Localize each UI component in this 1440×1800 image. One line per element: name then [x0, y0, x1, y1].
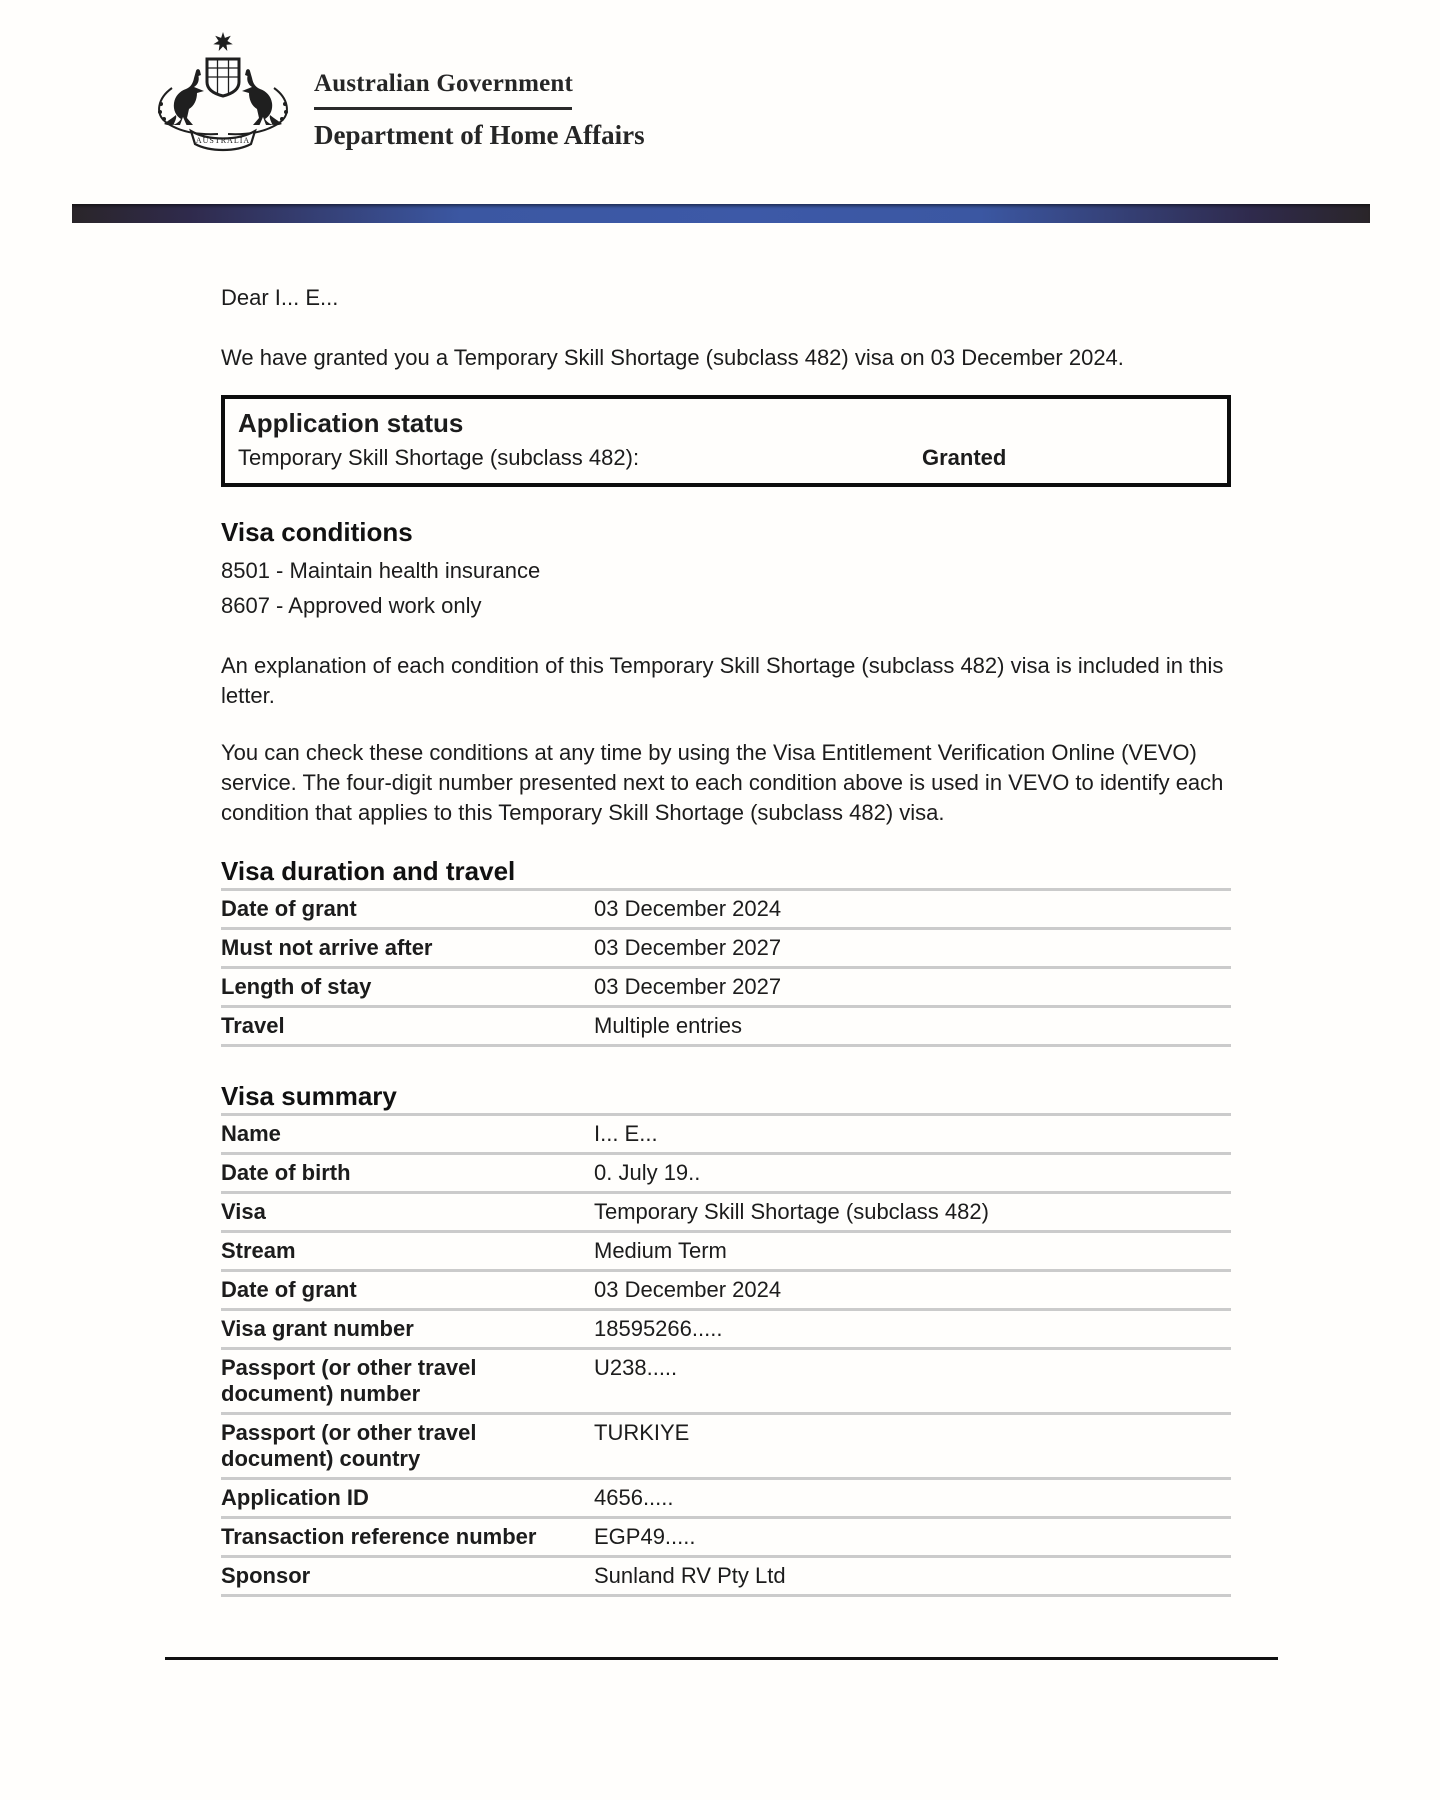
row-value: 03 December 2024: [594, 896, 782, 921]
row-label: Passport (or other travel document) country: [221, 1420, 477, 1471]
row-label: Visa: [221, 1199, 266, 1224]
table-row: [221, 1113, 1231, 1155]
row-value: EGP49.....: [594, 1524, 696, 1549]
application-status-row: [238, 441, 1214, 475]
commonwealth-star-icon: [213, 32, 233, 51]
row-label: Stream: [221, 1238, 296, 1263]
australian-coat-of-arms: [148, 30, 298, 162]
letter-body: [221, 283, 1231, 1597]
salutation: Dear I... E...: [221, 285, 339, 310]
application-status-box: [221, 395, 1231, 487]
document-header: [0, 0, 1440, 162]
row-value: U238.....: [594, 1355, 678, 1380]
table-row: [221, 1272, 1231, 1311]
row-value: Sunland RV Pty Ltd: [594, 1563, 786, 1588]
visa-summary-table: [221, 1113, 1231, 1597]
table-row: [221, 888, 1231, 930]
row-label: Transaction reference number: [221, 1524, 537, 1549]
row-value: Medium Term: [594, 1238, 727, 1263]
visa-condition-item: 8607 - Approved work only: [221, 593, 482, 618]
row-label: Sponsor: [221, 1563, 311, 1588]
row-label: Name: [221, 1121, 281, 1146]
row-label: Date of birth: [221, 1160, 351, 1185]
row-label: Date of grant: [221, 1277, 357, 1302]
row-value: TURKIYE: [594, 1420, 690, 1445]
table-row: [221, 1519, 1231, 1558]
grant-intro-line: We have granted you a Temporary Skill Shortage (subclass 482) visa on 03 December 2024.: [221, 345, 1124, 370]
visa-condition-item: 8501 - Maintain health insurance: [221, 558, 541, 583]
crest-banner-text: AUSTRALIA: [195, 136, 251, 145]
row-label: Must not arrive after: [221, 935, 433, 960]
header-accent-bar: [72, 204, 1370, 223]
dept-title: Department of Home Affairs: [314, 120, 645, 150]
table-row: [221, 930, 1231, 969]
row-value: I... E...: [594, 1121, 658, 1146]
row-value: 4656.....: [594, 1485, 674, 1510]
row-label: Passport (or other travel document) number: [221, 1355, 477, 1406]
footer-divider: [165, 1657, 1278, 1660]
table-row: [221, 1233, 1231, 1272]
table-row: [221, 1008, 1231, 1047]
table-row: [221, 1194, 1231, 1233]
row-value: 03 December 2024: [594, 1277, 782, 1302]
row-label: Length of stay: [221, 974, 372, 999]
row-value: Temporary Skill Shortage (subclass 482): [594, 1199, 989, 1224]
row-value: 03 December 2027: [594, 935, 782, 960]
table-row: [221, 969, 1231, 1008]
table-row: [221, 1415, 1231, 1480]
application-status-heading: Application status: [238, 408, 464, 438]
row-label: Application ID: [221, 1485, 369, 1510]
visa-summary-heading: Visa summary: [221, 1081, 397, 1111]
wordmark-divider: [314, 107, 572, 110]
row-value: Multiple entries: [594, 1013, 742, 1038]
row-label: Visa grant number: [221, 1316, 414, 1341]
table-row: [221, 1350, 1231, 1415]
row-value: 0. July 19..: [594, 1160, 701, 1185]
table-row: [221, 1558, 1231, 1597]
visa-duration-heading: Visa duration and travel: [221, 856, 516, 886]
conditions-explanation: An explanation of each condition of this Temporary Skill Shortage (subclass 482) visa is included in this letter.: [221, 653, 1224, 708]
row-value: 18595266.....: [594, 1316, 723, 1341]
visa-conditions-list: [221, 553, 1231, 623]
vevo-note: You can check these conditions at any time by using the Visa Entitlement Verification Online (VEVO) service. The four-digit number presented next to each condition above is used in VEVO to identify each condition that applies to this Temporary Skill Shortage (subclass 482) visa.: [221, 740, 1224, 825]
visa-conditions-heading: Visa conditions: [221, 517, 413, 547]
table-row: [221, 1311, 1231, 1350]
table-row: [221, 1155, 1231, 1194]
visa-duration-table: [221, 888, 1231, 1047]
status-granted-value: Granted: [922, 445, 1007, 470]
status-visa-label: Temporary Skill Shortage (subclass 482):: [238, 445, 640, 470]
row-value: 03 December 2027: [594, 974, 782, 999]
table-row: [221, 1480, 1231, 1519]
kangaroo-icon: [164, 69, 204, 125]
row-label: Travel: [221, 1013, 285, 1038]
row-label: Date of grant: [221, 896, 357, 921]
gov-title: Australian Government: [314, 70, 574, 97]
wordmark: [314, 30, 645, 162]
emu-icon: [242, 69, 282, 125]
coat-of-arms-icon: [148, 30, 298, 162]
